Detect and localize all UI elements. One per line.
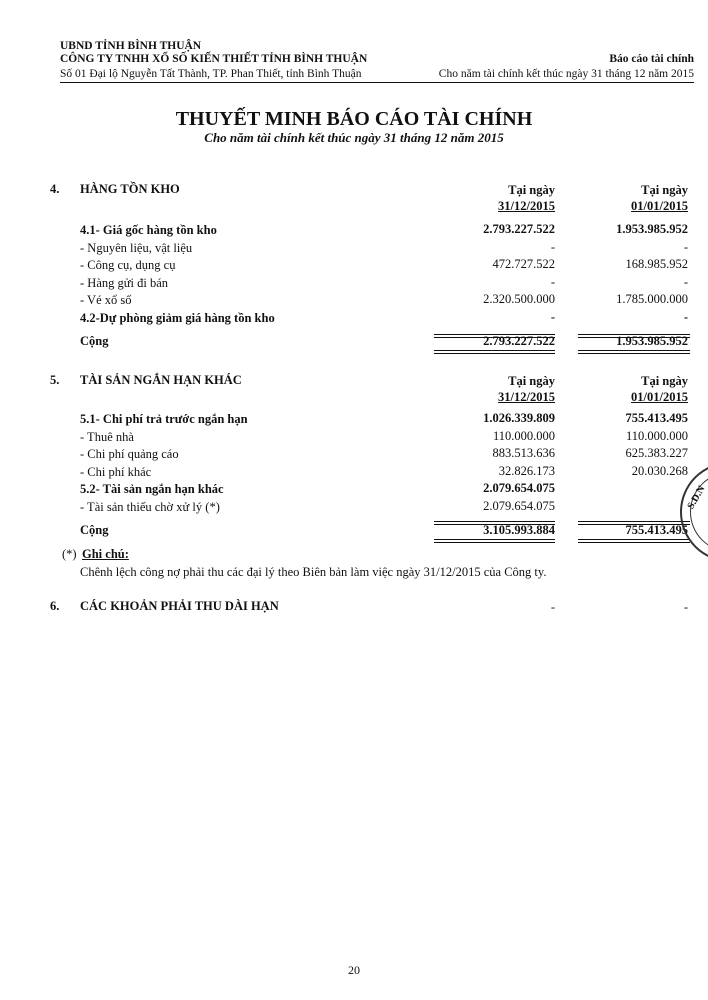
table-row-label: 5.1- Chi phí trả trước ngắn hạn [80, 412, 248, 426]
table-row-value-col2: 625.383.227 [625, 446, 688, 460]
note-title: Ghi chú: [82, 547, 129, 561]
section4-number: 4. [50, 182, 60, 196]
col1-line2: 31/12/2015 [498, 199, 555, 213]
header-address: Số 01 Đại lộ Nguyễn Tất Thành, TP. Phan Thiết, tỉnh Bình Thuận [60, 68, 362, 80]
section5-col1-total-underline [434, 539, 555, 543]
section5-number: 5. [50, 373, 60, 387]
col2-line1: Tại ngày [641, 374, 688, 388]
table-row-value-col1: - [550, 239, 555, 254]
section5-total-label: Cộng [80, 523, 109, 537]
table-row-label: 5.2- Tài sản ngắn hạn khác [80, 482, 224, 496]
section6-number: 6. [50, 599, 60, 613]
table-row-label: - Tài sản thiếu chờ xử lý (*) [80, 499, 220, 514]
table-row-value-col2: 1.785.000.000 [616, 292, 688, 306]
table-row-value-col1: - [550, 274, 555, 289]
table-row-value-col1: 2.320.500.000 [483, 292, 555, 306]
table-row-value-col1: - [550, 309, 555, 324]
section5-title: TÀI SẢN NGẮN HẠN KHÁC [80, 373, 242, 387]
col2-line2: 01/01/2015 [631, 199, 688, 213]
col1-line2: 31/12/2015 [498, 390, 555, 404]
table-row-label: - Công cụ, dụng cụ [80, 258, 176, 272]
table-row-value-col2: 755.413.495 [625, 411, 688, 425]
table-row-label: - Chi phí quảng cáo [80, 447, 179, 461]
section4-total-label: Cộng [80, 334, 109, 348]
header-company: CÔNG TY TNHH XỔ SỐ KIẾN THIẾT TỈNH BÌNH THUẬN [60, 53, 368, 65]
section6-v2: - [683, 600, 688, 614]
table-row-label: - Nguyên liệu, vật liệu [80, 240, 193, 255]
section4-col1-total-underline [434, 350, 555, 354]
col2-line1: Tại ngày [641, 183, 688, 197]
table-row-value-col1: 883.513.636 [492, 446, 555, 460]
table-row-value-col2: - [683, 274, 688, 289]
table-row-label: - Chi phí khác [80, 464, 152, 479]
header-province: UBND TỈNH BÌNH THUẬN [60, 40, 202, 52]
page-subtitle: Cho năm tài chính kết thúc ngày 31 tháng 12 năm 2015 [204, 130, 504, 145]
table-row-value-col2: 168.985.952 [625, 257, 688, 271]
col1-line1: Tại ngày [508, 374, 555, 388]
header-divider [60, 82, 694, 83]
table-row-value-col1: 2.079.654.075 [483, 481, 555, 495]
note-text: Chênh lệch công nợ phải thu các đại lý theo Biên bản làm việc ngày 31/12/2015 của Công ty. [80, 565, 547, 579]
section5-col2-header [538, 373, 688, 405]
table-row-label: - Vé xổ số [80, 293, 132, 307]
table-row-label: 4.2-Dự phòng giảm giá hàng tồn kho [80, 310, 275, 325]
header-report-type: Báo cáo tài chính [609, 53, 694, 65]
page-title: THUYẾT MINH BÁO CÁO TÀI CHÍNH [175, 108, 533, 130]
table-row-value-col2: 110.000.000 [625, 428, 688, 443]
header-period: Cho năm tài chính kết thúc ngày 31 tháng 12 năm 2015 [438, 68, 694, 80]
section6-v1: - [550, 600, 555, 614]
table-row-label: - Hàng gửi đi bán [80, 275, 169, 290]
section5-total-v2: 755.413.495 [625, 523, 688, 537]
section5-col1-header [405, 373, 555, 405]
col1-line1: Tại ngày [508, 183, 555, 197]
table-row-value-col1: 2.793.227.522 [483, 222, 555, 236]
seal-text: S.D.N [685, 483, 708, 512]
table-row-value-col1: 110.000.000 [492, 428, 555, 443]
table-row-value-col1: 472.727.522 [492, 257, 555, 271]
section5-col2-total-underline [578, 539, 690, 543]
table-row-value-col1: 1.026.339.809 [483, 411, 555, 425]
table-row-label: - Thuê nhà [80, 429, 134, 444]
table-row-value-col2: 1.953.985.952 [616, 222, 688, 236]
table-row-value-col2: - [683, 239, 688, 254]
table-row-value-col2: 20.030.268 [631, 463, 688, 478]
section4-col2-header [538, 182, 688, 214]
section4-col2-total-underline [578, 350, 690, 354]
table-row-value-col2: - [683, 309, 688, 324]
section4-title: HÀNG TỒN KHO [80, 182, 180, 196]
col2-line2: 01/01/2015 [631, 390, 688, 404]
section4-total-v2: 1.953.985.952 [616, 334, 688, 348]
table-row-value-col1: 32.826.173 [498, 463, 555, 478]
section4-col1-header [405, 182, 555, 214]
note-marker: (*) [62, 547, 77, 561]
section5-total-v1: 3.105.993.884 [483, 523, 555, 537]
section4-total-v1: 2.793.227.522 [483, 334, 555, 348]
table-row-label: 4.1- Giá gốc hàng tồn kho [80, 223, 217, 237]
table-row-value-col1: 2.079.654.075 [483, 498, 555, 513]
section6-title: CÁC KHOẢN PHẢI THU DÀI HẠN [80, 599, 279, 613]
page-number: 20 [348, 963, 360, 977]
